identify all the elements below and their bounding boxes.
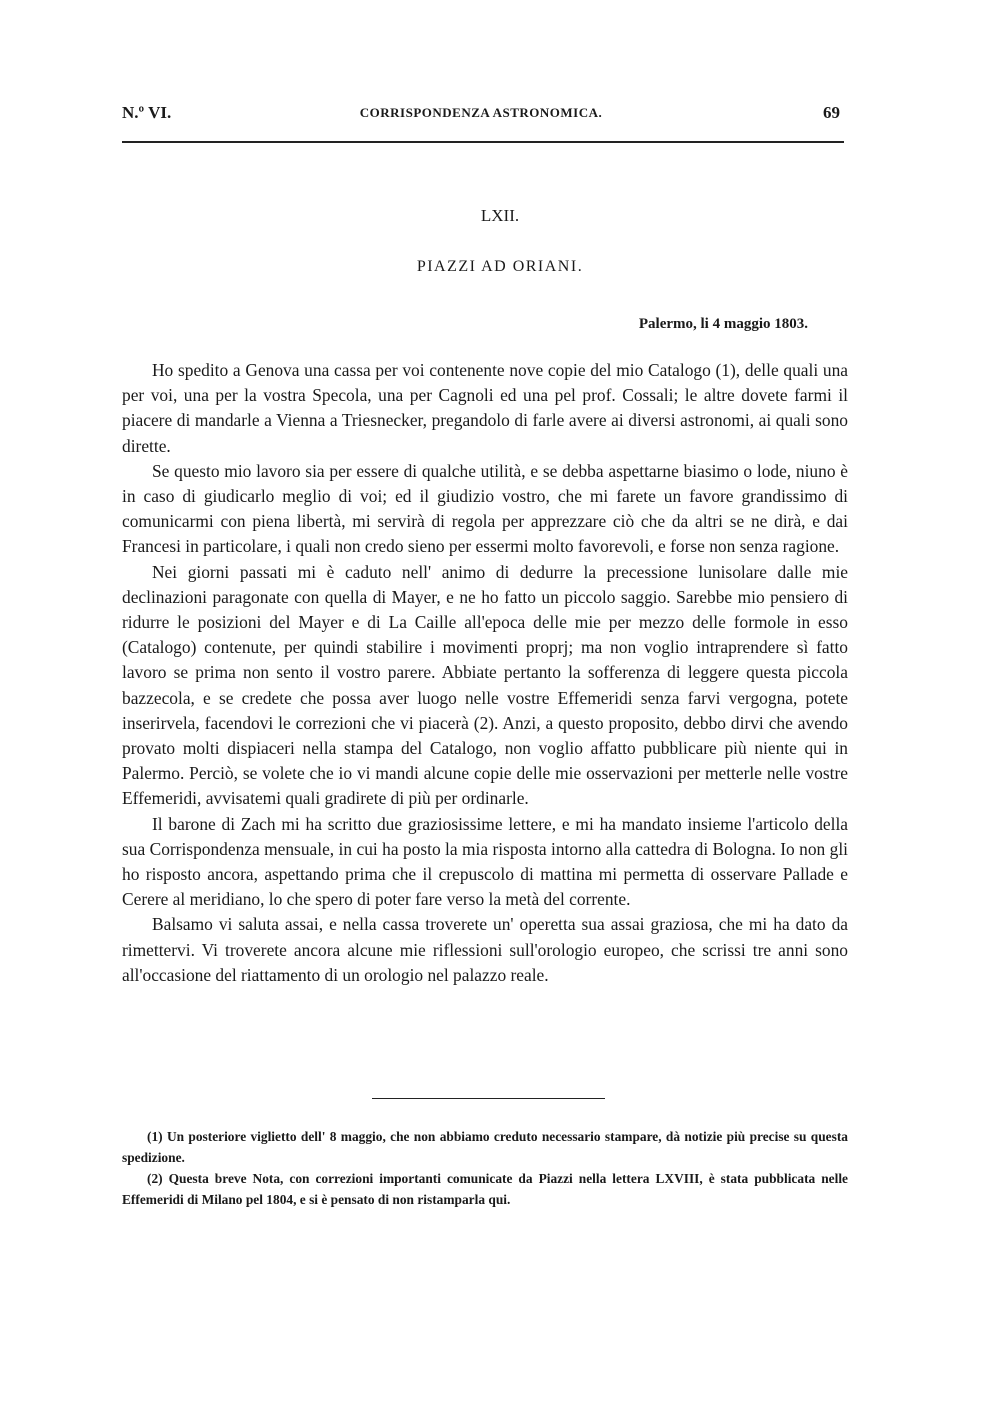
- running-header: [122, 103, 840, 129]
- letter-number: LXII.: [480, 206, 520, 225]
- paragraph: Se questo mio lavoro sia per essere di qualche utilità, e se debba aspettarne biasimo o lode, niuno è in caso di giudicarlo meglio di voi; ed il giudizio vostro, che mi farete un favore grandissimo di comunicarmi con piena libertà, mi servirà di regola per apprezzare ciò che da altri se ne dirà, e dai Francesi in particolare, i quali non credo sieno per essermi molto favorevoli, e forse non senza ragione.: [122, 460, 848, 557]
- letter-body: [122, 358, 848, 988]
- footnote: (1) Un posteriore viglietto dell' 8 maggio, che non abbiamo creduto necessario stampare, dà notizie più precise su questa spedizione.: [122, 1129, 848, 1165]
- journal-title: CORRISPONDENZA ASTRONOMICA.: [359, 105, 603, 120]
- paragraph: Balsamo vi saluta assai, e nella cassa troverete un' operetta sua assai graziosa, che mi ha dato da rimettervi. Vi troverete ancora alcune mie riflessioni sull'orologio europeo, che scrissi tre anni sono all'occasione del riattamento di un orologio nel palazzo reale.: [122, 914, 848, 985]
- paragraph: Il barone di Zach mi ha scritto due graziosissime lettere, e mi ha mandato insieme l'articolo della sua Corrispondenza mensuale, in cui ha posto la mia risposta intorno alla cattedra di Bologna. Io non gli ho risposto ancora, aspettando prima che il crepuscolo di mattina mi permetta di osservare Pallade e Cerere al meridiano, lo che spero di poter fare verso la metà del corrente.: [122, 813, 848, 910]
- letter-title: PIAZZI AD ORIANI.: [416, 258, 584, 275]
- footnote-separator: [372, 1098, 605, 1099]
- paragraph: Ho spedito a Genova una cassa per voi contenente nove copie del mio Catalogo (1), delle quali una per voi, una per la vostra Specola, una per Cagnoli ed una pel prof. Cossali; le altre dovete farmi il piacere di mandarle a Vienna a Triesnecker, pregandolo di farle avere ai diversi astronomi, ai quali sono dirette.: [122, 360, 848, 456]
- footnotes: [122, 1126, 848, 1210]
- paragraph: Nei giorni passati mi è caduto nell' animo di dedurre la precessione lunisolare dalle mie declinazioni paragonate con quella di Mayer, e ne ho fatto un piccolo saggio. Sarebbe mio pensiero di ridurre le posizioni del Mayer e di La Caille all'epoca delle mie per mezzo delle formole in esso (Catalogo) contenute, per quindi stabilire i movimenti proprj; ma non voglio intraprendere sì fatto lavoro se prima non sento il vostro parere. Abbiate pertanto la sofferenza di leggere questa piccola bazzecola, e se credete che possa aver luogo nelle vostre Effemeridi senza farvi vergogna, potete inserirvela, facendovi le correzioni che vi piacerà (2). Anzi, a questo proposito, debbo dirvi che avendo provato molti dispiaceri nella stampa del Catalogo, non voglio affatto pubblicare più niente qui in Palermo. Perciò, se volete che io vi mandi alcune copie delle mie osservazioni per metterle nelle vostre Effemeridi, avvisatemi quali gradirete di più per ordinarle.: [122, 561, 848, 809]
- header-rule: [122, 141, 844, 143]
- page-number: 69: [823, 103, 840, 122]
- section-number: N.º VI.: [122, 103, 172, 122]
- footnote: (2) Questa breve Nota, con correzioni importanti comunicate da Piazzi nella lettera LXVIII, è stata pubblicata nelle Effemeridi di Milano pel 1804, e si è pensato di non ristamparla qui.: [122, 1171, 848, 1207]
- dateline: Palermo, li 4 maggio 1803.: [638, 316, 808, 332]
